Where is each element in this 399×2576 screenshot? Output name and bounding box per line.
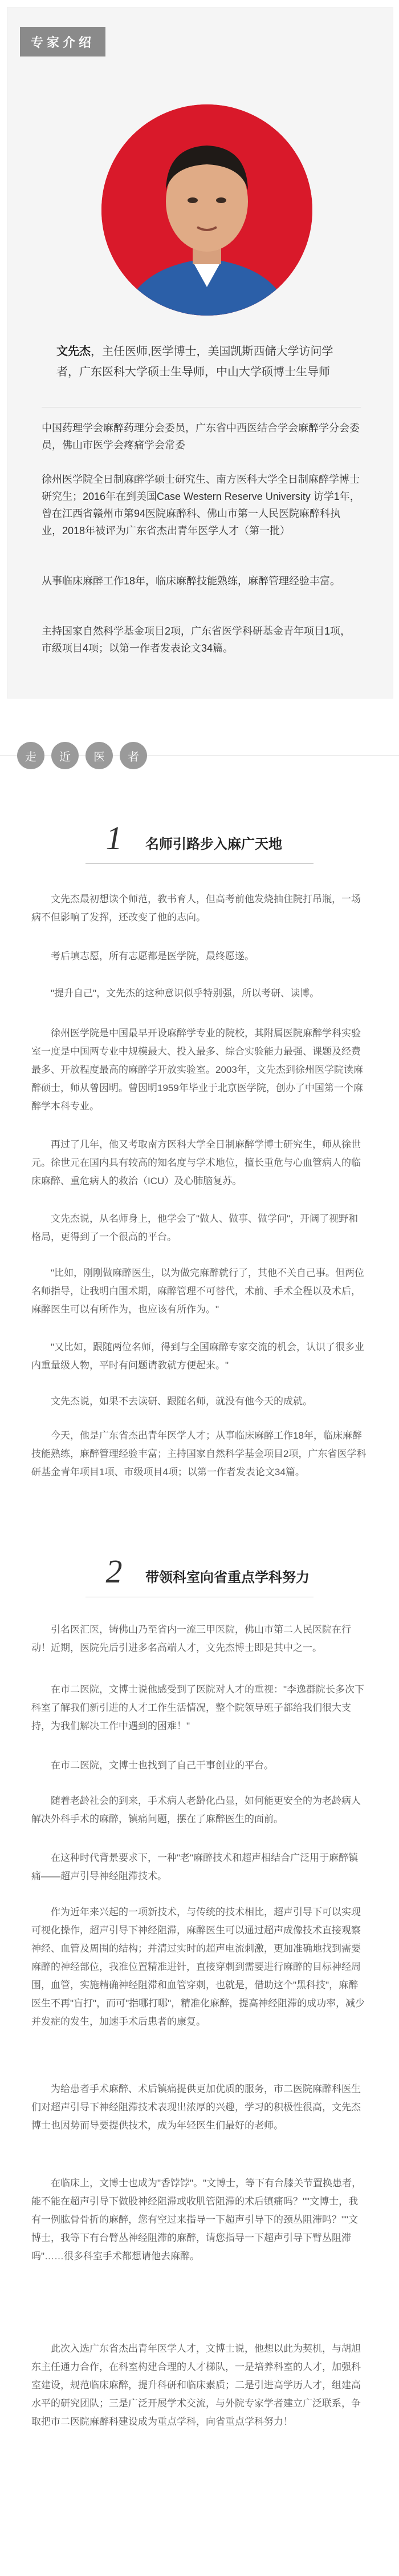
bio-affiliations: 中国药理学会麻醉药理分会委员，广东省中西医结合学会麻醉学分会委员，佛山市医学会疼痛学会常委 [42,422,360,451]
article-paragraph: 在市二医院，文博士说他感受到了医院对人才的重视："李逸群院长多次下科室了解我们新引进的人才工作生活情况，整个院领导班子都给我们很大支持，为我们解决工作中遇到的困难！" [31,1684,365,1731]
article-paragraph: 考后填志愿，所有志愿都是医学院，最终愿遂。 [51,951,254,962]
bio-education: 徐州医学院全日制麻醉学硕士研究生、南方医科大学全日制麻醉学博士研究生；2016年在到美国Case Western Reserve University 访学1年，曾在江西省赣州市第94医院麻醉科、佛山市第一人民医院麻醉科执业，2018年被评为广东省杰出青年医学人才（第一批） [42,474,360,536]
article-paragraph: 引名医汇医，铸佛山乃至省内一流三甲医院，佛山市第二人民医院在行动！近期，医院先后引进多名高端人才，文先杰博士即是其中之一。 [31,1624,351,1653]
banner-chip: 走 [17,742,44,769]
section-title: 名师引路步入麻广天地 [145,837,282,852]
article-paragraph: 此次入选广东省杰出青年医学人才，文博士说，他想以此为契机，与胡旭东主任通力合作，在科室构建合理的人才梯队，一是培养科室的人才，加强科室建设，规范临床麻醉，提升科研和临床素质；二是引进高学历人才，组建高水平的研究团队；三是广泛开展学术交流，与外院专家学者建立广泛联系，争取把市二医院麻醉科建设成为重点学科，向省重点学科努力！ [31,2343,361,2427]
doctor-credentials: ，主任医师,医学博士，美国凯斯西储大学访问学者，广东医科大学硕士生导师，中山大学硕博士生导师 [56,345,333,378]
section-1-heading [85,819,314,870]
doctor-name: 文先杰 [56,345,91,358]
article-paragraph: 作为近年来兴起的一项新技术，与传统的技术相比，超声引导下可以实现可视化操作，超声引导下神经阻滞，麻醉医生可以通过超声成像技术直接观察神经、血管及周围的结构；并清过实时的超声电流刺激，更加准确地找到需要麻醉的神经部位，我准位置精准进针，直接穿刺到需要进行麻醉的目标神经周围，血管，实施精确神经阻滞和血管穿刺，也就是，借助这个"黑科技"，麻醉医生不再"盲打"，而可"指哪打哪"，精准化麻醉，提高神经阻滞的成功率，减少并发症的发生，加速手术后患者的康复。 [31,1907,365,2027]
article-paragraph: 文先杰说，从名师身上，他学会了"做人、做事、做学问"，开阔了视野和格局，更得到了一个很高的平台。 [31,1213,359,1242]
section-banner-meet-doctor [0,742,399,770]
article-paragraph: "提升自己"，文先杰的这种意识似乎特别强，所以考研、读博。 [51,988,320,999]
article-paragraph: 为给患者手术麻醉、术后镇痛提供更加优质的服务，市二医院麻醉科医生们对超声引导下神经阻滞技术表现出浓厚的兴趣，学习的积极性很高，文先杰博士也因势而导要提供技术，成为年轻医生们最好的老师。 [31,2084,361,2131]
banner-chip: 者 [120,742,147,769]
portrait-frame [101,104,312,316]
section-title: 带领科室向省重点学科努力 [145,1570,310,1585]
article-paragraph: 再过了几年，他又考取南方医科大学全日制麻醉学博士研究生，师从徐世元。徐世元在国内具有较高的知名度与学术地位，擅长重危与心血管病人的临床麻醉、重危病人的救治（ICU）及心肺脑复苏。 [31,1139,361,1186]
doctor-portrait [101,104,312,316]
profile-headline [56,341,353,382]
article-paragraph: "比如，刚刚做麻醉医生，以为做完麻醉就行了，其他不关自己事。但两位名师指导，让我明白围术期，麻醉管理不可替代，术前、手术全程以及术后，麻醉医生可以有所作为，也应该有所作为。" [31,1267,365,1315]
section-number: 2 [105,1553,123,1590]
article-paragraph: 今天，他是广东省杰出青年医学人才；从事临床麻醉工作18年，临床麻醉技能熟练，麻醉管理经验丰富；主持国家自然科学基金项目2项，广东省医学科研基金青年项目1项、市级项目4项；以第一作者发表论文34篇。 [31,1430,367,1477]
expert-profile-card [7,7,393,698]
section-2-heading [85,1552,314,1604]
bio-research: 主持国家自然科学基金项目2项，广东省医学科研基金青年项目1项，市级项目4项；以第一作者发表论文34篇。 [42,625,351,654]
article-paragraph: "又比如，跟随两位名师，得到与全国麻醉专家交流的机会，认识了很多业内重量级人物，平时有问题请教就方便起来。" [31,1342,365,1371]
article-paragraph: 在市二医院，文博士也找到了自己干事创业的平台。 [51,1760,274,1771]
article-paragraph: 徐州医学院是中国最早开设麻醉学专业的院校，其附属医院麻醉学科实验室一度是中国两专业中规模最大、投入最多、综合实验能力最强、课题及经费最多、开放程度最高的麻醉学开放实验室。2003年，文先杰到徐州医学院读麻醉硕士，师从曾因明。曾因明1959年毕业于北京医学院，创办了中国第一个麻醉学本科专业。 [31,1028,363,1112]
article-paragraph: 随着老龄社会的到来，手术病人老龄化凸显，如何能更安全的为老龄病人解决外科手术的麻醉，镇痛问题，摆在了麻醉医生的面前。 [31,1795,361,1824]
article-paragraph: 文先杰说，如果不去读研、跟随名师，就没有他今天的成就。 [51,1396,312,1407]
heading-underline [85,863,314,864]
section-tag-expert-intro: 专家介绍 [20,27,105,56]
banner-chip: 医 [85,742,113,769]
article-paragraph: 在临床上，文博士也成为"香饽饽"。"文博士，等下有台膝关节置换患者，能不能在超声引导下做股神经阻滞或收肌管阻滞的术后镇痛吗？""文博士，我有一例肱骨骨折的麻醉，您有空过来指导一下超声引导下的颈丛阻滞吗？""文博士，我等下有台臂丛神经阻滞的麻醉，请您指导一下超声引导下臂丛阻滞吗"……很多科室手术都想请他去麻醉。 [31,2178,362,2262]
section-number: 1 [105,819,123,857]
banner-chip: 近 [51,742,79,769]
bio-experience: 从事临床麻醉工作18年，临床麻醉技能熟练，麻醉管理经验丰富。 [42,575,341,587]
article-paragraph: 文先杰最初想读个师范，教书育人，但高考前他发烧抽住院打吊瓶，一场病不但影响了发挥，还改变了他的志向。 [31,894,361,923]
article-paragraph: 在这种时代背景要求下，一种"老"麻醉技术和超声相结合广泛用于麻醉镇痛——超声引导神经阻滞技术。 [31,1852,359,1881]
